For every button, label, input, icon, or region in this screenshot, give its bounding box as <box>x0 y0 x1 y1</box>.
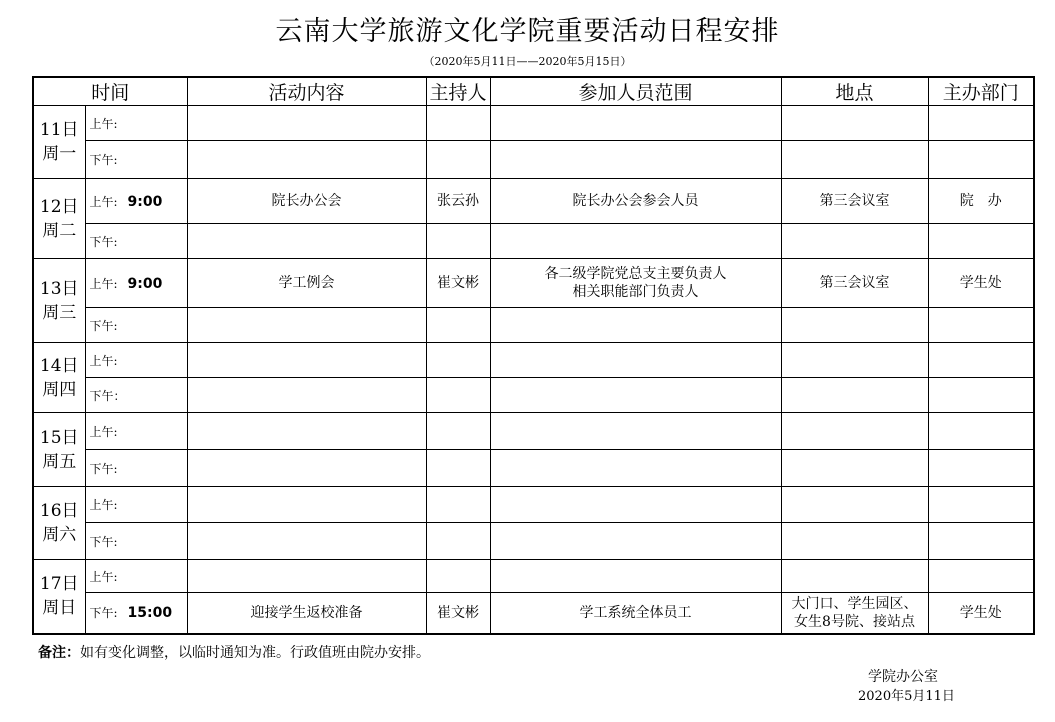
location-cell <box>781 343 928 378</box>
table-row <box>33 343 1034 378</box>
day-cell <box>33 259 85 343</box>
participants-text: 学工系统全体员工 <box>579 604 692 621</box>
location-cell <box>781 179 928 224</box>
day-date: 11日 <box>39 120 79 140</box>
afternoon-period-cell <box>85 378 187 413</box>
participants-cell <box>490 560 781 593</box>
location-text: 第三会议室 <box>819 275 890 291</box>
host-cell <box>426 593 490 634</box>
day-weekday: 周六 <box>42 525 77 545</box>
table-row <box>33 560 1034 593</box>
period-label: 上午: <box>89 194 118 209</box>
dept-cell <box>928 593 1034 634</box>
header-time: 时间 <box>33 77 187 106</box>
host-cell <box>426 224 490 259</box>
dept-text: 院 办 <box>959 193 1002 209</box>
day-date: 13日 <box>39 278 79 299</box>
morning-period-cell <box>85 179 187 224</box>
period-label: 上午: <box>89 276 118 291</box>
dept-text: 学生处 <box>959 604 1002 621</box>
header-host: 主持人 <box>426 77 490 106</box>
schedule-table <box>32 76 1035 635</box>
activity-cell <box>187 593 426 634</box>
period-label: 下午: <box>89 606 118 621</box>
participants-text: 院长办公会参会人员 <box>572 193 699 209</box>
table-row <box>33 413 1034 450</box>
afternoon-period-cell <box>85 450 187 487</box>
remark-label: 备注： <box>38 645 80 661</box>
date-range-subtitle: （2020年5月11日——2020年5月15日） <box>423 55 632 68</box>
participants-cell <box>490 141 781 179</box>
activity-cell <box>187 106 426 141</box>
period-label: 下午： <box>89 388 126 403</box>
activity-cell <box>187 308 426 343</box>
host-cell <box>426 450 490 487</box>
morning-period-cell <box>85 259 187 308</box>
table-row <box>33 523 1034 560</box>
day-cell <box>33 106 85 179</box>
period-time: 9:00 <box>127 193 163 210</box>
period-label: 上午: <box>89 116 118 131</box>
header-participants: 参加人员范围 <box>490 77 781 106</box>
activity-cell <box>187 343 426 378</box>
participants-cell <box>490 179 781 224</box>
location-cell <box>781 413 928 450</box>
host-cell <box>426 259 490 308</box>
table-row <box>33 259 1034 308</box>
location-text: 第三会议室 <box>819 193 890 209</box>
day-cell <box>33 413 85 487</box>
participants-cell <box>490 593 781 634</box>
host-cell <box>426 560 490 593</box>
participants-cell <box>490 106 781 141</box>
activity-cell <box>187 450 426 487</box>
location-cell <box>781 224 928 259</box>
activity-text: 迎接学生返校准备 <box>250 604 363 621</box>
location-cell <box>781 141 928 179</box>
afternoon-period-cell <box>85 141 187 179</box>
dept-cell <box>928 523 1034 560</box>
table-row <box>33 378 1034 413</box>
participants-cell <box>490 523 781 560</box>
day-cell <box>33 343 85 413</box>
activity-cell <box>187 487 426 523</box>
host-text: 崔文彬 <box>437 275 480 291</box>
period-label: 上午: <box>89 424 118 439</box>
activity-text: 院长办公会 <box>271 193 342 209</box>
period-label: 上午: <box>89 498 118 512</box>
participants-cell <box>490 487 781 523</box>
host-cell <box>426 106 490 141</box>
day-weekday: 周一 <box>42 144 77 164</box>
location-cell <box>781 308 928 343</box>
afternoon-period-cell <box>85 593 187 634</box>
dept-cell <box>928 487 1034 523</box>
activity-cell <box>187 179 426 224</box>
period-label: 上午: <box>89 353 118 368</box>
participants-cell <box>490 259 781 308</box>
dept-text: 学生处 <box>959 275 1002 291</box>
activity-cell <box>187 224 426 259</box>
day-weekday: 周二 <box>42 220 77 241</box>
participants-text: 各二级学院党总支主要负责人 相关职能部门负责人 <box>544 266 727 300</box>
day-weekday: 周三 <box>42 302 77 323</box>
host-cell <box>426 378 490 413</box>
day-date: 14日 <box>39 355 79 376</box>
location-cell <box>781 523 928 560</box>
host-cell <box>426 343 490 378</box>
participants-cell <box>490 308 781 343</box>
dept-cell <box>928 343 1034 378</box>
morning-period-cell <box>85 343 187 378</box>
host-text: 崔文彬 <box>437 604 480 621</box>
document-title: 云南大学旅游文化学院重要活动日程安排 <box>275 16 780 47</box>
location-cell <box>781 450 928 487</box>
dept-cell <box>928 378 1034 413</box>
dept-cell <box>928 308 1034 343</box>
day-cell <box>33 179 85 259</box>
location-cell <box>781 560 928 593</box>
dept-cell <box>928 450 1034 487</box>
schedule-body <box>33 106 1034 634</box>
location-text: 大门口、学生园区、 女生8号院、接站点 <box>791 595 918 630</box>
remark-text: 如有变化调整，以临时通知为准。行政值班由院办安排。 <box>80 645 430 661</box>
day-date: 16日 <box>39 501 79 521</box>
period-label: 下午: <box>89 234 118 249</box>
signature-date: 2020年5月11日 <box>858 689 955 704</box>
table-row <box>33 308 1034 343</box>
location-cell <box>781 106 928 141</box>
period-label: 下午: <box>89 318 118 333</box>
morning-period-cell <box>85 106 187 141</box>
day-weekday: 周日 <box>42 598 77 619</box>
host-cell <box>426 179 490 224</box>
activity-cell <box>187 378 426 413</box>
morning-period-cell <box>85 413 187 450</box>
location-cell <box>781 259 928 308</box>
activity-cell <box>187 413 426 450</box>
period-label: 下午: <box>89 534 118 549</box>
location-cell <box>781 487 928 523</box>
participants-cell <box>490 224 781 259</box>
location-cell <box>781 378 928 413</box>
table-row <box>33 450 1034 487</box>
host-text: 张云孙 <box>437 193 480 209</box>
header-row <box>33 77 1034 106</box>
participants-cell <box>490 413 781 450</box>
morning-period-cell <box>85 560 187 593</box>
table-row <box>33 141 1034 179</box>
participants-cell <box>490 343 781 378</box>
header-dept: 主办部门 <box>928 77 1034 106</box>
day-weekday: 周四 <box>42 379 77 400</box>
signature-office: 学院办公室 <box>868 669 938 685</box>
participants-cell <box>490 450 781 487</box>
period-time: 15:00 <box>127 605 173 622</box>
activity-cell <box>187 560 426 593</box>
afternoon-period-cell <box>85 224 187 259</box>
dept-cell <box>928 259 1034 308</box>
activity-cell <box>187 523 426 560</box>
host-cell <box>426 523 490 560</box>
table-row <box>33 179 1034 224</box>
activity-text: 学工例会 <box>278 275 335 291</box>
header-location: 地点 <box>781 77 928 106</box>
dept-cell <box>928 141 1034 179</box>
morning-period-cell <box>85 487 187 523</box>
location-cell <box>781 593 928 634</box>
day-date: 12日 <box>39 196 79 217</box>
day-cell <box>33 487 85 560</box>
header-activity: 活动内容 <box>187 77 426 106</box>
period-label: 上午: <box>89 569 118 584</box>
period-label: 下午: <box>89 153 118 167</box>
afternoon-period-cell <box>85 308 187 343</box>
afternoon-period-cell <box>85 523 187 560</box>
period-time: 9:00 <box>127 275 163 292</box>
dept-cell <box>928 560 1034 593</box>
day-date: 17日 <box>39 574 79 595</box>
dept-cell <box>928 179 1034 224</box>
dept-cell <box>928 224 1034 259</box>
host-cell <box>426 487 490 523</box>
period-label: 下午: <box>89 461 118 476</box>
day-date: 15日 <box>39 427 79 448</box>
table-row <box>33 106 1034 141</box>
host-cell <box>426 413 490 450</box>
host-cell <box>426 141 490 179</box>
participants-cell <box>490 378 781 413</box>
remark <box>38 643 430 663</box>
day-weekday: 周五 <box>42 451 77 472</box>
table-row <box>33 224 1034 259</box>
dept-cell <box>928 413 1034 450</box>
activity-cell <box>187 141 426 179</box>
activity-cell <box>187 259 426 308</box>
day-cell <box>33 560 85 634</box>
dept-cell <box>928 106 1034 141</box>
table-row <box>33 487 1034 523</box>
table-row <box>33 593 1034 634</box>
host-cell <box>426 308 490 343</box>
